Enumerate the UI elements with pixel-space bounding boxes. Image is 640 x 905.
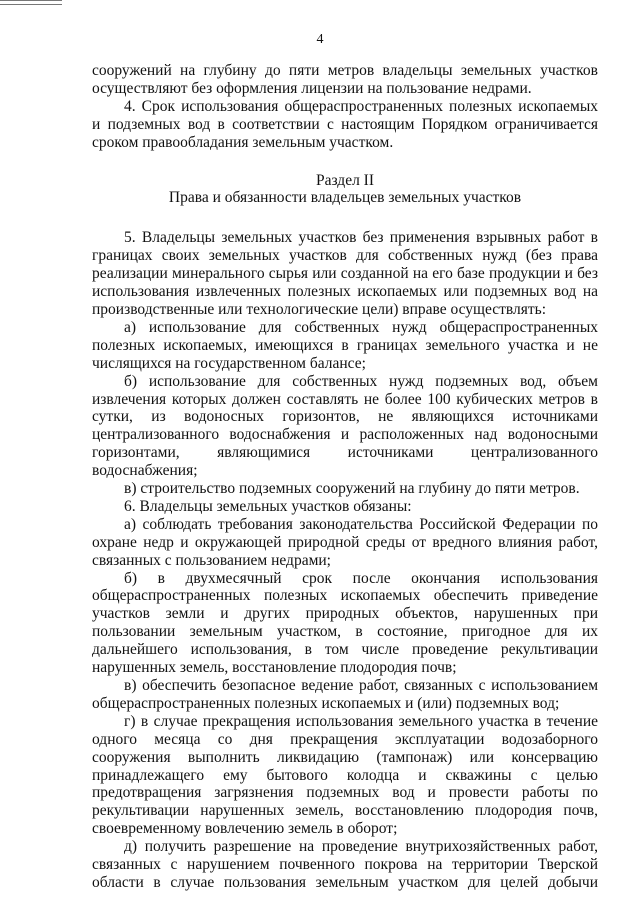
paragraph-6c: в) обеспечить безопасное ведение работ, связанных с использованием общераспространенных полезных ископаемых и (или) подземных вод; [92, 677, 598, 712]
paragraph-continuation: сооружений на глубину до пяти метров владельцы земельных участков осуществляют без оформления лицензии на пользование недрами. [92, 62, 598, 97]
section-subtitle: Права и обязанности владельцев земельных участков [168, 189, 522, 207]
paragraph-5c: в) строительство подземных сооружений на глубину до пяти метров. [124, 480, 580, 498]
paragraph-5: 5. Владельцы земельных участков без применения взрывных работ в границах своих земельных участков для собственных нужд (без права реализации минерального сырья или созданной на его базе продукции и без использования извлеченных полезных ископаемых или подземных вод на производственные или технологические цели) вправе осуществлять: [92, 229, 598, 318]
paragraph-6b: б) в двухмесячный срок после окончания использования общераспространенных полезных ископаемых обеспечить приведение участков земли и других природных объектов, нарушенных при пользовании земельным участком, в состояние, пригодное для их дальнейшего использования, в том числе проведение рекультивации нарушенных земель, восстановление плодородия почв; [92, 569, 598, 677]
section-title: Раздел II [315, 171, 375, 189]
document-body [92, 62, 598, 892]
paragraph-6g: г) в случае прекращения использования земельного участка в течение одного месяца со дня прекращения эксплуатации водозаборного сооружения выполнить ликвидацию (тампонаж) или консервацию принадлежащего ему бытового колодца и скважины с целью предотвращения загрязнения подземных вод и провести работы по рекультивации нарушенных земель, восстановлению плодородия почв, своевременному вовлечению земель в оборот; [92, 712, 598, 838]
page-number: 4 [316, 32, 324, 47]
paragraph-4: 4. Срок использования общераспространенных полезных ископаемых и подземных вод в соответствии с настоящим Порядком ограничивается сроком правообладания земельным участком. [92, 97, 598, 151]
paragraph-6a: а) соблюдать требования законодательства Российской Федерации по охране недр и окружающей природной среды от вредного влияния работ, связанных с пользованием недрами; [92, 515, 598, 569]
paragraph-6d: д) получить разрешение на проведение внутрихозяйственных работ, связанных с нарушением почвенного покрова на территории Тверской области в случае пользования земельным участком для целей добычи [92, 838, 598, 891]
paragraph-6: 6. Владельцы земельных участков обязаны: [124, 497, 412, 515]
paragraph-5b: б) использование для собственных нужд подземных вод, объем извлечения которых должен составлять не более 100 кубических метров в сутки, из водоносных горизонтов, не являющихся источниками централизованного водоснабжения и расположенных над водоносными горизонтами, являющимися источниками централизованного водоснабжения; [92, 372, 598, 480]
scan-edge-mark [0, 0, 62, 5]
paragraph-5a: а) использование для собственных нужд общераспространенных полезных ископаемых, имеющихся в границах земельного участка и не числящихся на государственном балансе; [92, 318, 598, 372]
